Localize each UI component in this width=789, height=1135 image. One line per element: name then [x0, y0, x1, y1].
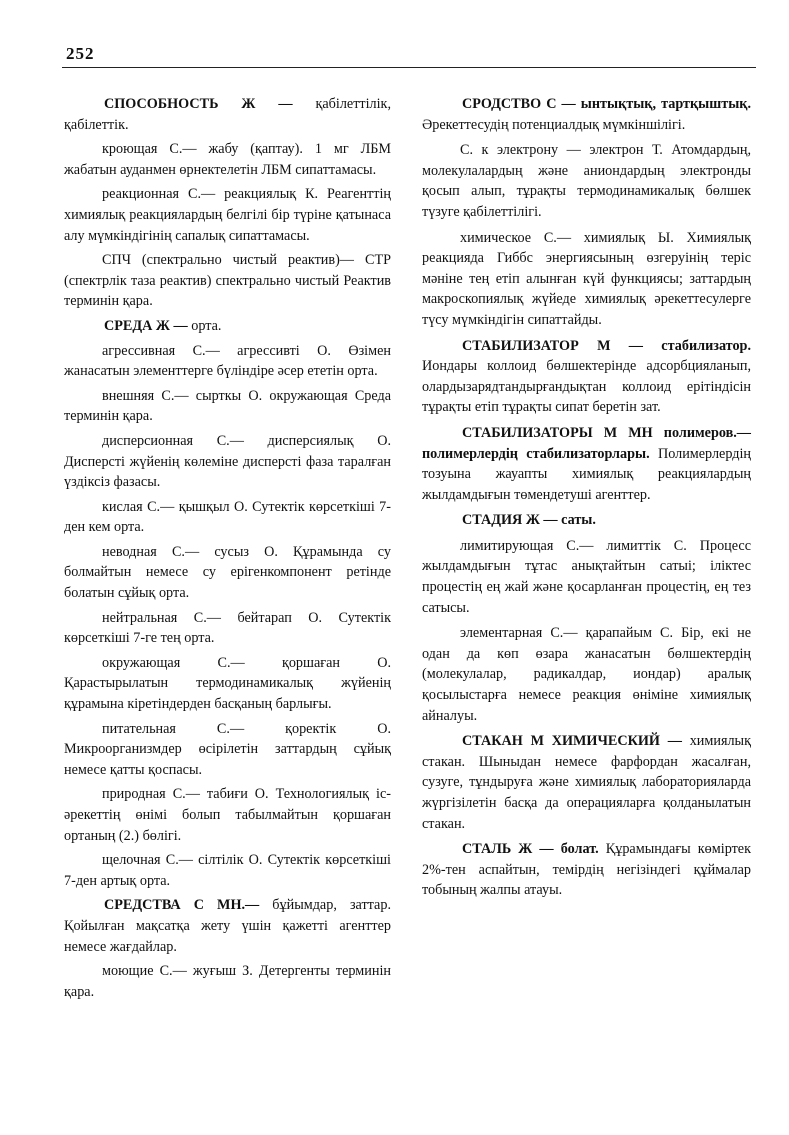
entry-text: питательная С.— қоректік О. Микроорганизмдер өсірілетін заттардың сұйық немесе қатты қоспасы.: [64, 720, 391, 778]
sub-entry: [422, 536, 751, 618]
sub-entry: [422, 623, 751, 726]
entry-text: Құрамындағы көміртек 2%-тен аспайтын, темірдің негізіндегі құймалар тобының жалпы атауы.: [422, 841, 751, 899]
entry-text: моющие С.— жуғыш З. Детергенты терминін қара.: [64, 963, 391, 1000]
headword: СТАБИЛИЗАТОРЫ М МН полимеров.— полимерлердің стабилизаторлары.: [422, 424, 751, 462]
entry-text: С. к электрону — электрон Т. Атомдардың, молекулалардың және аниондардың электронды қосып алып, тұрақты термодинамикалық бөлшек түзуге қабілеттілігі.: [422, 142, 751, 220]
headword: СПОСОБНОСТЬ Ж —: [104, 96, 316, 112]
entry-text: бұйымдар, заттар. Қойылған мақсатқа жету үшін қажетті агенттер немесе жағдайлар.: [64, 897, 391, 955]
entry-text: лимитирующая С.— лимиттік С. Процесс жылдамдығын тұтас анықтайтын сатыі; іліктес процестің ең жай және қосарланған процестің, ең тез сатысы.: [422, 537, 751, 616]
sub-entry: [422, 228, 751, 331]
headword: СРЕДА Ж —: [104, 317, 192, 334]
headword-entry: [64, 94, 391, 135]
entry-text: щелочная С.— сілтілік О. Сутектік көрсеткіші 7-ден артық орта.: [64, 852, 391, 889]
sub-entry: [64, 542, 391, 604]
sub-entry: [64, 961, 391, 1002]
headword: СТАБИЛИЗАТОР М — стабилизатор.: [462, 337, 751, 354]
header-rule: [62, 67, 756, 68]
entry-text: Әрекеттесудің потенциалдық мүмкіншілігі.: [422, 116, 686, 133]
headword-entry: [422, 731, 751, 834]
headword: СТАКАН М ХИМИЧЕСКИЙ —: [462, 733, 682, 750]
entry-text: неводная С.— сусыз О. Құрамында су болмайтын немесе су ерігенкомпонент ретінде болатын сұйық орта.: [64, 543, 391, 602]
sub-entry: [64, 497, 391, 538]
sub-entry: [64, 341, 391, 382]
sub-entry: [64, 784, 391, 846]
headword-entry: [422, 336, 751, 418]
sub-entry: [422, 140, 751, 222]
entry-text: окружающая С.— қоршаған О. Қарастырылатын термодинамикалық жүйенің құрамына кіретіндерден басқаның барлығы.: [64, 654, 391, 713]
entry-text: Полимерлердің тозуына жауапты химиялық реакциялардың жылдамдығын төмендетуші агенттер.: [422, 445, 752, 503]
headword-entry: [64, 316, 391, 337]
headword-entry: [422, 423, 751, 505]
sub-entry: [64, 719, 391, 781]
sub-entry: [64, 431, 391, 493]
headword-entry: [422, 839, 751, 901]
entry-text: химиялық стакан. Шыныдан немесе фарфордан жасалған, сузуге, тұндыруға және химиялық лабораторияларда жүргізілетін басқа да операцияларға қолданылатын стакан.: [422, 733, 751, 832]
headword-entry: [422, 94, 751, 135]
entry-text: элементарная С.— қарапайым С. Бір, екі не одан да көп өзара жанасатын бөлшектердің (молекулалар, радикалдар, иондар) аралық қосылыстарға немесе реакция өніміне химиялық айналуы.: [422, 625, 751, 724]
entry-text: реакционная С.— реакциялық К. Реагенттің химиялық реакциялардың белгілі бір түріне қатынаса алу мүмкіндігінің сапалық сипаттамасы.: [64, 186, 391, 244]
headword: СТАДИЯ Ж — саты.: [462, 512, 596, 529]
entry-text: Иондары коллоид бөлшектерінде адсорбцияланып, олардызарядтандырғандықтан коллоид ерітіндісін тұрақты етіп тұрақты сипат беретін зат.: [422, 358, 751, 416]
entry-text: қабілеттілік, қабілеттік.: [64, 96, 391, 133]
headword-entry: [64, 895, 391, 957]
entry-text: внешняя С.— сырткы О. окружающая Среда терминін қара.: [64, 387, 391, 425]
sub-entry: [64, 250, 391, 312]
sub-entry: [64, 386, 391, 427]
sub-entry: [64, 850, 391, 891]
entry-text: орта.: [191, 317, 222, 334]
entry-text: природная С.— табиғи О. Технологиялық іс-әрекеттің өнімі болып табылмайтын қоршаған ортаның (2.) бөлігі.: [64, 786, 391, 844]
entry-text: нейтральная С.— бейтарап О. Сутектік көрсеткіші 7-ге тең орта.: [64, 609, 391, 647]
entry-text: химическое С.— химиялық Ы. Химиялық реакцияда Гиббс энергиясының өзгеруінің теріс мәніне тең етіп алынған күй функциясы; заттардың макроскопиялық жүйеде химиялық әрекеттесулерге түсу мүмкіндігін сипаттайды.: [422, 229, 751, 328]
right-column: [422, 94, 751, 906]
headword: СРОДСТВО С — ынтықтық, тартқыштық.: [462, 96, 751, 112]
page-number: 252: [66, 44, 95, 63]
headword: СТАЛЬ Ж — болат.: [462, 841, 599, 858]
headword: СРЕДСТВА С МН.—: [104, 897, 273, 914]
sub-entry: [64, 608, 391, 649]
entry-text: агрессивная С.— агрессивті О. Өзімен жанасатын элементтерге бүліндіре әсер ететін орта.: [64, 342, 391, 380]
entry-text: дисперсионная С.— дисперсиялық О. Дисперсті жүйенің көлеміне дисперсті фаза таралған үздіксіз фазасы.: [64, 432, 391, 491]
left-column: [64, 94, 391, 1006]
entry-text: кислая С.— қышқыл О. Сутектік көрсеткіші 7-ден кем орта.: [64, 498, 391, 536]
entry-text: кроющая С.— жабу (қаптау). 1 мг ЛБМ жабатын ауданмен өрнектелетін ЛБМ сипаттамасы.: [64, 141, 391, 178]
entry-text: СПЧ (спектрально чистый реактив)— СТР (спектрлік таза реактив) спектрально чистый Реактив терминін қара.: [64, 252, 391, 310]
sub-entry: [64, 653, 391, 715]
headword-entry: [422, 510, 751, 531]
sub-entry: [64, 139, 391, 180]
sub-entry: [64, 184, 391, 246]
